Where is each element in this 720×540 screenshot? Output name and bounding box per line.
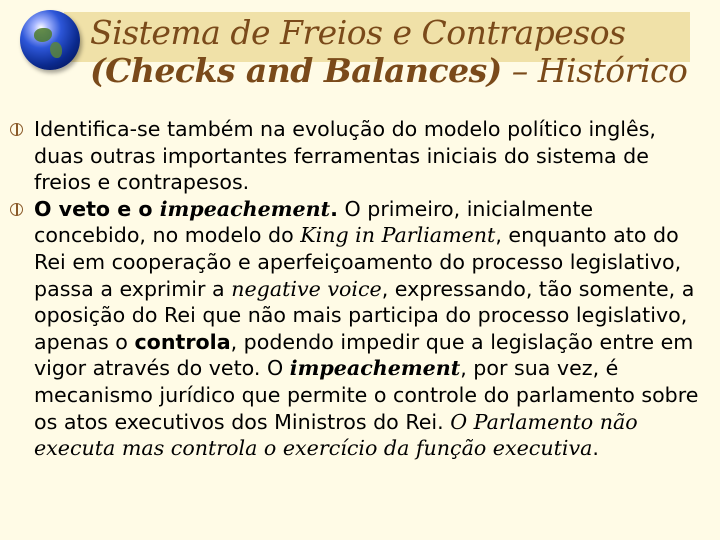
slide-title [90, 14, 710, 90]
bullet-item-2 [10, 196, 710, 462]
bullet-item-1 [10, 116, 710, 196]
title-line-2: (Checks and Balances) – Histórico [90, 51, 688, 90]
bullet-text-1: Identifica-se também na evolução do modelo político inglês, duas outras importantes ferramentas iniciais do sistema de freios e contrapesos. [34, 117, 656, 195]
bullet-icon [10, 123, 23, 136]
bullet-text-2: O veto e o impeachement. O primeiro, inicialmente concebido, no modelo do King in Parliament, enquanto ato do Rei em cooperação e aperfeiçoamento do processo legislativo, passa a exprimir a negative voice, expressando, tão somente, a oposição do Rei que não mais participa do processo legislativo, apenas o controla, podendo impedir que a legislação entre em vigor através do veto. O impeachement, por sua vez, é mecanismo jurídico que permite o controle do parlamento sobre os atos executivos dos Ministros do Rei. O Parlamento não executa mas controla o exercício da função executiva. [34, 196, 699, 461]
slide-body [10, 116, 710, 462]
bullet-icon [10, 203, 23, 216]
globe-icon [20, 10, 80, 70]
title-line-1: Sistema de Freios e Contrapesos [90, 13, 626, 52]
